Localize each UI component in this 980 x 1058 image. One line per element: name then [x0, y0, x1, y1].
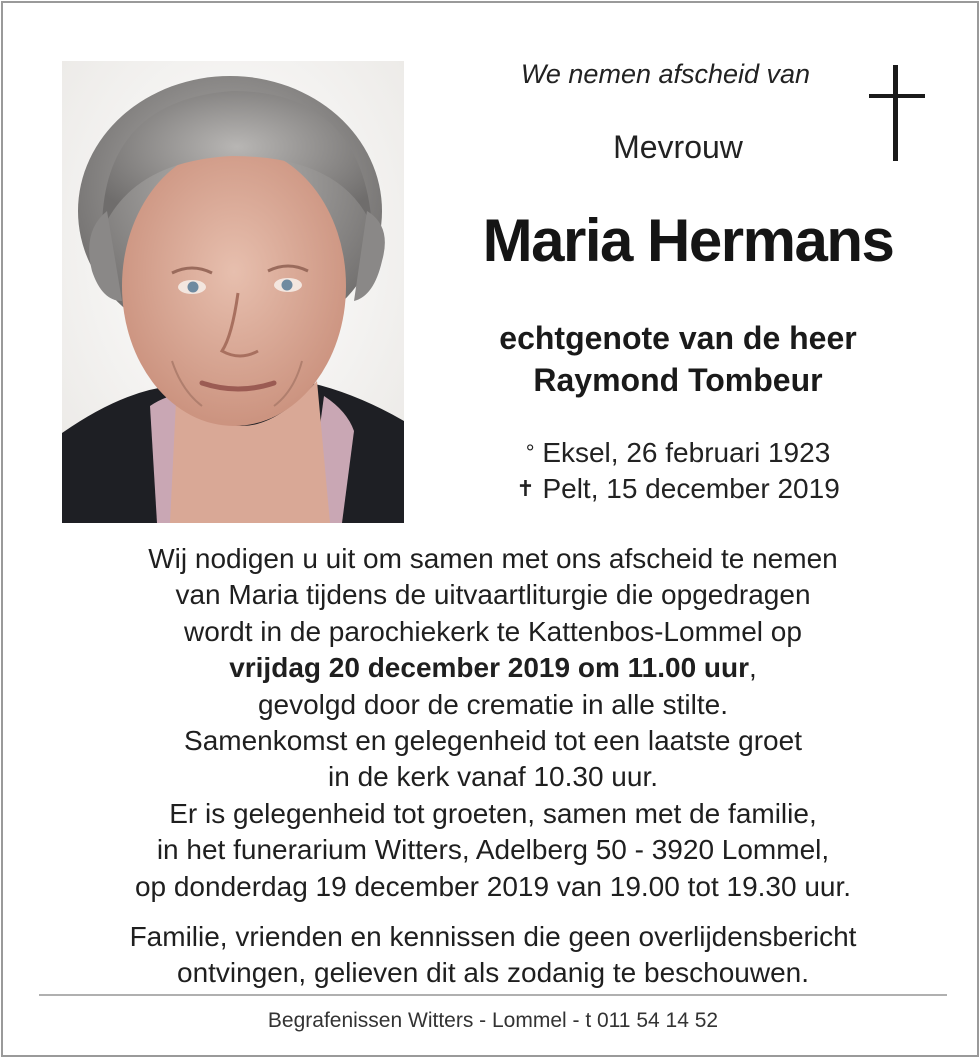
- death-date: Pelt, 15 december 2019: [542, 473, 840, 504]
- body-line: in de kerk vanaf 10.30 uur.: [328, 761, 658, 793]
- birth-symbol: °: [525, 440, 535, 465]
- body-line: van Maria tijdens de uitvaartliturgie die opgedragen: [175, 579, 811, 611]
- body-line: Samenkomst en gelegenheid tot een laatste groet: [184, 725, 802, 757]
- spouse-block: [443, 317, 913, 401]
- death-notice-card: [1, 1, 979, 1057]
- life-dates: [443, 435, 913, 507]
- intro-text: We nemen afscheid van: [520, 59, 811, 89]
- closing-line: ontvingen, gelieven dit als zodanig te beschouwen.: [177, 957, 809, 988]
- closing-line: Familie, vrienden en kennissen die geen overlijdensbericht: [129, 921, 857, 952]
- death-cross-icon: ✝: [516, 476, 535, 501]
- cross-icon: [869, 65, 925, 161]
- punctuation: ,: [749, 652, 757, 684]
- funeral-home-footer: Begrafenissen Witters - Lommel - t 011 54 14 52: [267, 1009, 719, 1032]
- deceased-name: Maria Hermans: [482, 207, 894, 274]
- birth-date: Eksel, 26 februari 1923: [542, 437, 831, 468]
- body-line-date: [43, 650, 943, 686]
- portrait-photo: [62, 61, 404, 523]
- birth-line: [443, 435, 913, 471]
- body-line: in het funerarium Witters, Adelberg 50 - 3920 Lommel,: [156, 834, 830, 866]
- body-line: Er is gelegenheid tot groeten, samen met de familie,: [169, 797, 817, 829]
- spouse-line-1: echtgenote van de heer: [499, 320, 857, 356]
- funeral-invitation-text: [43, 541, 943, 905]
- death-line: [443, 471, 913, 507]
- divider: [39, 994, 947, 996]
- body-line: Wij nodigen u uit om samen met ons afscheid te nemen: [148, 543, 838, 574]
- body-line: gevolgd door de crematie in alle stilte.: [257, 688, 729, 720]
- funeral-date: vrijdag 20 december 2019 om 11.00 uur: [229, 652, 750, 684]
- spouse-name: Raymond Tombeur: [533, 362, 823, 398]
- title-prefix: Mevrouw: [613, 129, 743, 165]
- body-line: wordt in de parochiekerk te Kattenbos-Lommel op: [184, 615, 802, 647]
- closing-text: [43, 919, 943, 991]
- body-line: op donderdag 19 december 2019 van 19.00 tot 19.30 uur.: [134, 870, 852, 902]
